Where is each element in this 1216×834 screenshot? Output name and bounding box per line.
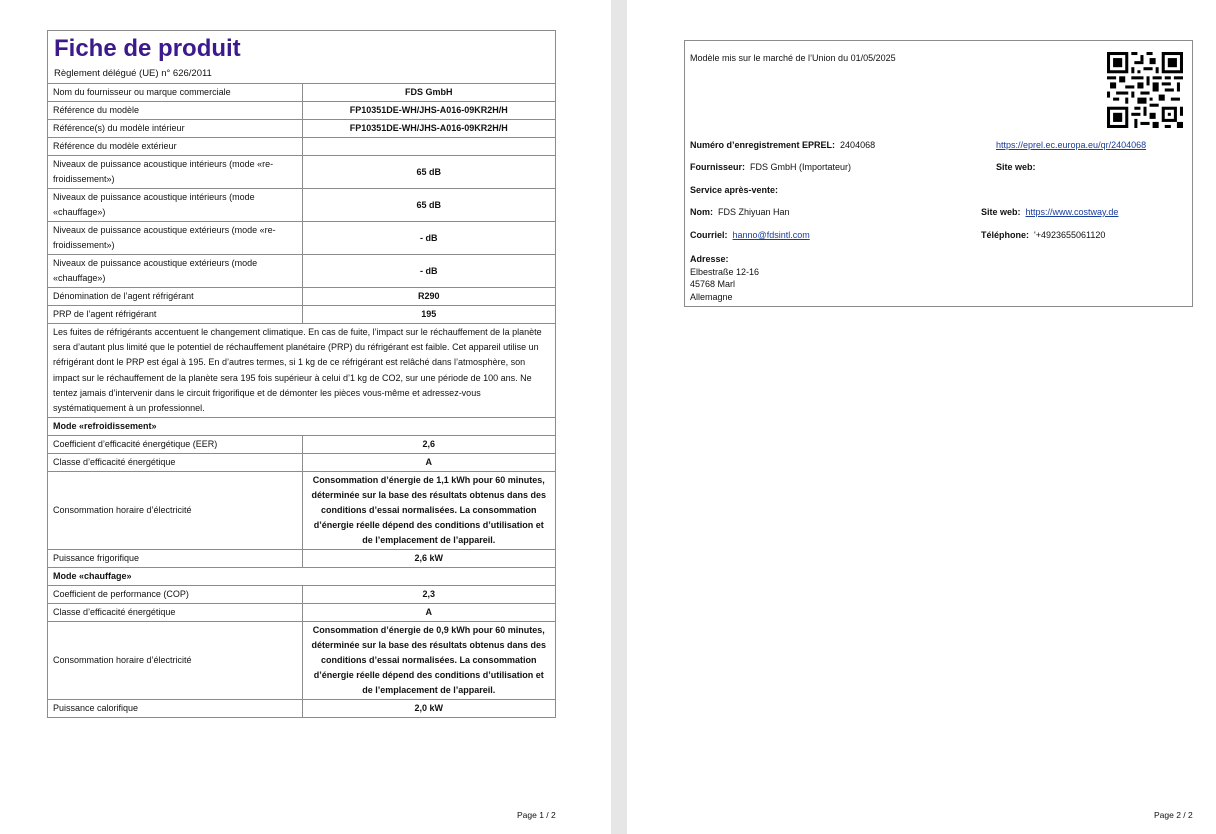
email-link[interactable]: hanno@fdsintl.com <box>732 230 810 240</box>
row-value: 2,6 <box>302 436 555 454</box>
table-row <box>48 550 555 568</box>
product-sheet <box>47 30 556 718</box>
eprel-info-box <box>684 40 1193 307</box>
table-row <box>48 189 555 222</box>
row-label: Coefficient de performance (COP) <box>48 586 302 604</box>
service-line <box>690 185 778 195</box>
table-row <box>48 156 555 189</box>
refrigerant-notice: Les fuites de réfrigérants accentuent le changement climatique. En cas de fuite, l’impact sur le réchauffement de la planète sera d’autant plus limité que le potentiel de réchauffement planétaire (PRP) du réfrigérant est faible. Cet appareil utilise un réfrigérant dont le PRP est égal à 195. En d’autres termes, si 1 kg de ce réfrigérant est relâché dans l’atmosphère, son impact sur le réchauffement de la planète sera 195 fois supérieur à celui d’1 kg de CO2, sur une période de 100 ans. Ne tentez jamais d’intervenir dans le circuit frigorifique et de démonter les pièces vous-même et adressez-vous systématiquement à un professionnel. <box>48 324 555 418</box>
row-value: - dB <box>302 222 555 255</box>
row-value: - dB <box>302 255 555 288</box>
qr-code-icon[interactable] <box>1107 52 1183 128</box>
row-value: FDS GmbH <box>404 87 453 97</box>
address-line: 45768 Marl <box>690 279 736 289</box>
table-row <box>48 472 555 550</box>
address-line: Elbestraße 12-16 <box>690 266 760 277</box>
eprel-line <box>690 140 875 150</box>
table-row <box>48 138 555 156</box>
website-label: Site web: <box>981 207 1021 217</box>
page-2 <box>627 0 1216 834</box>
name-label: Nom: <box>690 207 713 217</box>
spec-table <box>48 84 555 717</box>
table-row <box>48 622 555 700</box>
row-label: Consommation horaire d’électricité <box>48 472 302 550</box>
service-label: Service après-vente: <box>690 185 779 195</box>
row-label: Coefficient d’efficacité énergétique (EER) <box>48 436 302 454</box>
table-row <box>48 222 555 255</box>
table-row <box>48 586 555 604</box>
row-value: FP10351DE-WH/JHS-A016-09KR2H/H <box>302 102 555 120</box>
row-label: Niveaux de puissance acoustique intérieurs (mode «chauffage») <box>48 189 302 222</box>
email-line <box>690 230 810 240</box>
contact-name-line <box>690 207 790 217</box>
row-label: Niveaux de puissance acoustique intérieurs (mode «re-froidissement») <box>48 156 302 189</box>
address-line: Allemagne <box>690 291 733 302</box>
supplier-line <box>690 162 851 172</box>
row-value: 2,0 kW <box>302 700 555 718</box>
row-label: Consommation horaire d’électricité <box>48 622 302 700</box>
row-value: FP10351DE-WH/JHS-A016-09KR2H/H <box>302 120 555 138</box>
row-label: Puissance calorifique <box>48 700 302 718</box>
website-link[interactable]: https://www.costway.de <box>1025 207 1119 217</box>
row-value: 2,3 <box>302 586 555 604</box>
table-row <box>48 306 555 324</box>
table-row <box>48 324 555 418</box>
row-label: Classe d’efficacité énergétique <box>48 454 302 472</box>
table-row <box>48 436 555 454</box>
table-row <box>48 102 555 120</box>
section-heading-cooling: Mode «refroidissement» <box>48 418 555 436</box>
row-value: Consommation d’énergie de 0,9 kWh pour 60 minutes, déterminée sur la base des résultats obtenus dans des conditions d’essai normalisées. La consommation d’énergie réelle dépend des conditions d’utilisation et de l’emplacement de l’appareil. <box>302 622 555 700</box>
row-label: Nom du fournisseur ou marque commerciale <box>48 84 302 102</box>
table-row <box>48 700 555 718</box>
page-title: Fiche de produit <box>54 35 241 62</box>
regulation-reference: Règlement délégué (UE) n° 626/2011 <box>48 65 555 84</box>
row-label: Niveaux de puissance acoustique extérieurs (mode «chauffage») <box>48 255 302 288</box>
website-line-2 <box>981 207 1118 217</box>
row-label: PRP de l’agent réfrigérant <box>48 306 302 324</box>
table-row <box>48 288 555 306</box>
section-row <box>48 418 555 436</box>
eprel-link[interactable]: https://eprel.ec.europa.eu/qr/2404068 <box>996 140 1147 150</box>
market-date: Modèle mis sur le marché de l’Union du 01/05/2025 <box>690 53 896 63</box>
row-value: A <box>302 454 555 472</box>
page-gutter <box>611 0 627 834</box>
eprel-label: Numéro d’enregistrement EPREL: <box>690 140 836 150</box>
address-label: Adresse: <box>690 254 729 264</box>
row-value: 65 dB <box>302 189 555 222</box>
table-row <box>48 604 555 622</box>
phone-label: Téléphone: <box>981 230 1030 240</box>
email-label: Courriel: <box>690 230 728 240</box>
row-value: 65 dB <box>302 156 555 189</box>
phone-value: '+4923655061120 <box>1034 230 1106 240</box>
table-row <box>48 84 555 102</box>
table-row <box>48 255 555 288</box>
website-label: Site web: <box>996 162 1036 172</box>
row-label: Dénomination de l’agent réfrigérant <box>48 288 302 306</box>
row-label: Classe d’efficacité énergétique <box>48 604 302 622</box>
address-block <box>690 253 759 303</box>
row-label: Référence(s) du modèle intérieur <box>48 120 302 138</box>
row-value: 2,6 kW <box>302 550 555 568</box>
table-row <box>48 454 555 472</box>
row-value: A <box>302 604 555 622</box>
name-value: FDS Zhiyuan Han <box>718 207 790 217</box>
page-number: Page 1 / 2 <box>517 810 556 820</box>
supplier-label: Fournisseur: <box>690 162 746 172</box>
row-label: Niveaux de puissance acoustique extérieurs (mode «re-froidissement») <box>48 222 302 255</box>
row-label: Référence du modèle extérieur <box>48 138 302 156</box>
row-value: 195 <box>302 306 555 324</box>
page-number: Page 2 / 2 <box>1154 810 1193 820</box>
table-row <box>48 120 555 138</box>
phone-line <box>981 230 1105 240</box>
eprel-number: 2404068 <box>840 140 876 150</box>
row-value: Consommation d’énergie de 1,1 kWh pour 60 minutes, déterminée sur la base des résultats obtenus dans des conditions d’essai normalisées. La consommation d’énergie réelle dépend des conditions d’utilisation et de l’emplacement de l’appareil. <box>302 472 555 550</box>
row-label: Référence du modèle <box>48 102 302 120</box>
row-value: R290 <box>302 288 555 306</box>
section-row <box>48 568 555 586</box>
website-line-1 <box>996 162 1036 172</box>
supplier-value: FDS GmbH (Importateur) <box>750 162 852 172</box>
section-heading-heating: Mode «chauffage» <box>48 568 555 586</box>
row-value <box>302 138 555 156</box>
row-label: Puissance frigorifique <box>48 550 302 568</box>
